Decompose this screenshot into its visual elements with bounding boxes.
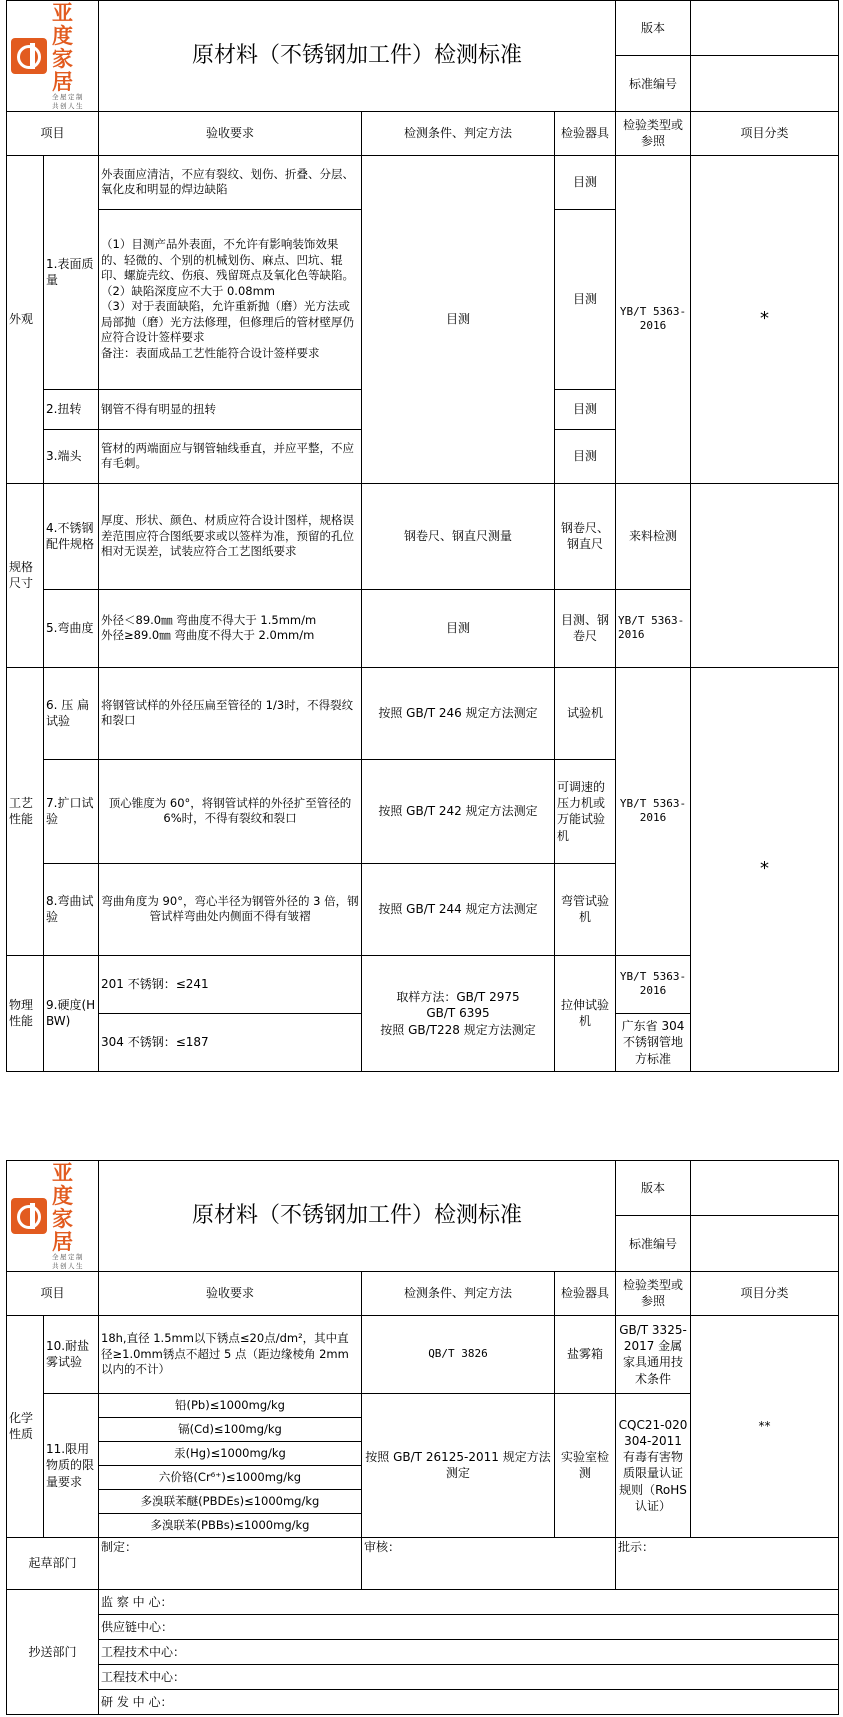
requirement-hardness-201: 201 不锈钢：≤241: [99, 955, 362, 1013]
method-appearance: 目测: [362, 155, 555, 483]
company-logo: [7, 1161, 99, 1272]
standard-table-page-1: [6, 0, 839, 1072]
col-header-category: 项目分类: [691, 1271, 839, 1315]
col-header-reference: 检验类型或参照: [616, 1271, 691, 1315]
version-value: [691, 1161, 839, 1216]
instrument-bend-test: 弯管试验机: [555, 863, 616, 955]
reference-hardness-b: 广东省 304 不锈钢管地方标准: [616, 1013, 691, 1071]
version-value: [691, 1, 839, 56]
category-chemical: **: [691, 1315, 839, 1537]
document-page-1: [6, 0, 838, 1072]
reference-salt-spray: GB/T 3325-2017 金属家具通用技术条件: [616, 1315, 691, 1393]
standard-table-page-2: [6, 1160, 839, 1715]
requirement-fitting-spec: 厚度、形状、颜色、材质应符合设计图样，规格误差范围应符合图纸要求或以签样为准，预留的孔位相对无误差，试装应符合工艺图纸要求: [99, 483, 362, 589]
method-fitting-spec: 钢卷尺、钢直尺测量: [362, 483, 555, 589]
document-page-2: [6, 1160, 838, 1715]
requirement-hardness-304: 304 不锈钢：≤187: [99, 1013, 362, 1071]
instrument-salt-spray: 盐雾箱: [555, 1315, 616, 1393]
group-spec: 规格尺寸: [7, 483, 44, 667]
col-header-instrument: 检验器具: [555, 1271, 616, 1315]
limit-lead: 铅(Pb)≤1000mg/kg: [99, 1393, 362, 1417]
method-salt-spray: QB/T 3826: [362, 1315, 555, 1393]
company-logo: [7, 1, 99, 112]
instrument-bending: 目测、钢卷尺: [555, 589, 616, 667]
copy-to-dept: 监 察 中 心：: [99, 1589, 839, 1614]
limit-chromium: 六价铬(Cr⁶⁺)≤1000mg/kg: [99, 1465, 362, 1489]
item-flaring: 7.扩口试验: [44, 759, 99, 863]
limit-pbdes: 多溴联苯醚(PBDEs)≤1000mg/kg: [99, 1489, 362, 1513]
instrument-end: 目测: [555, 429, 616, 483]
version-label: 版本: [616, 1, 691, 56]
brand-mark-icon: [11, 38, 47, 74]
group-appearance: 外观: [7, 155, 44, 483]
col-header-requirement: 验收要求: [99, 1271, 362, 1315]
instrument-fitting-spec: 钢卷尺、钢直尺: [555, 483, 616, 589]
brand-slogan: 全屋定制 共创人生: [52, 1253, 84, 1271]
instrument-restricted: 实验室检测: [555, 1393, 616, 1537]
requirement-twist: 钢管不得有明显的扭转: [99, 389, 362, 429]
prepared-by: 制定：: [99, 1537, 362, 1589]
item-bending: 5.弯曲度: [44, 589, 99, 667]
standard-number-value: [691, 56, 839, 111]
method-flaring: 按照 GB/T 242 规定方法测定: [362, 759, 555, 863]
reference-bending: YB/T 5363-2016: [616, 589, 691, 667]
document-title: 原材料（不锈钢加工件）检测标准: [99, 1161, 616, 1272]
standard-number-label: 标准编号: [616, 1216, 691, 1271]
reference-process: YB/T 5363-2016: [616, 667, 691, 955]
group-chemical: 化学性质: [7, 1315, 44, 1537]
requirement-surface-a: 外表面应清洁，不应有裂纹、划伤、折叠、分层、氧化皮和明显的焊边缺陷: [99, 155, 362, 209]
item-surface-quality: 1.表面质量: [44, 155, 99, 389]
category-spec: [691, 483, 839, 667]
instrument-flaring: 可调速的压力机或万能试验机: [555, 759, 616, 863]
method-restricted: 按照 GB/T 26125-2011 规定方法测定: [362, 1393, 555, 1537]
item-flattening: 6. 压 扁试验: [44, 667, 99, 759]
item-fitting-spec: 4.不锈钢配件规格: [44, 483, 99, 589]
brand-mark-icon: [11, 1198, 47, 1234]
method-bending: 目测: [362, 589, 555, 667]
reference-hardness-a: YB/T 5363-2016: [616, 955, 691, 1013]
limit-cadmium: 镉(Cd)≤100mg/kg: [99, 1417, 362, 1441]
col-header-item: 项目: [7, 111, 99, 155]
item-hardness: 9.硬度(HBW): [44, 955, 99, 1071]
instrument-hardness: 拉伸试验机: [555, 955, 616, 1071]
standard-number-label: 标准编号: [616, 56, 691, 111]
item-bend-test: 8.弯曲试验: [44, 863, 99, 955]
method-hardness: 取样方法：GB/T 2975 GB/T 6395 按照 GB/T228 规定方法测定: [362, 955, 555, 1071]
version-label: 版本: [616, 1161, 691, 1216]
standard-number-value: [691, 1216, 839, 1271]
group-physical: 物理性能: [7, 955, 44, 1071]
drafting-dept-label: 起草部门: [7, 1537, 99, 1589]
approved-by: 批示：: [616, 1537, 839, 1589]
limit-pbbs: 多溴联苯(PBBs)≤1000mg/kg: [99, 1513, 362, 1537]
requirement-end: 管材的两端面应与钢管轴线垂直，并应平整，不应有毛刺。: [99, 429, 362, 483]
col-header-method: 检测条件、判定方法: [362, 1271, 555, 1315]
reference-restricted: CQC21-020304-2011 有毒有害物质限量认证规则（RoHS 认证）: [616, 1393, 691, 1537]
requirement-bend-test: 弯曲角度为 90°，弯心半径为钢管外径的 3 倍，钢管试样弯曲处内侧面不得有皱褶: [99, 863, 362, 955]
requirement-salt-spray: 18h,直径 1.5mm以下锈点≤20点/dm²，其中直径≥1.0mm锈点不超过 5 点（距边缘棱角 2mm以内的不计）: [99, 1315, 362, 1393]
instrument-flattening: 试验机: [555, 667, 616, 759]
reviewed-by: 审核：: [362, 1537, 616, 1589]
col-header-reference: 检验类型或参照: [616, 111, 691, 155]
requirement-flattening: 将钢管试样的外径压扁至管径的 1/3时，不得裂纹和裂口: [99, 667, 362, 759]
copy-to-dept: 工程技术中心：: [99, 1664, 839, 1689]
instrument-twist: 目测: [555, 389, 616, 429]
requirement-bending: 外径＜89.0㎜ 弯曲度不得大于 1.5mm/m 外径≥89.0㎜ 弯曲度不得大于 2.0mm/m: [99, 589, 362, 667]
item-restricted-substances: 11.限用物质的限量要求: [44, 1393, 99, 1537]
col-header-category: 项目分类: [691, 111, 839, 155]
category-appearance: *: [691, 155, 839, 483]
item-salt-spray: 10.耐盐雾试验: [44, 1315, 99, 1393]
copy-to-dept: 工程技术中心：: [99, 1639, 839, 1664]
group-process: 工艺性能: [7, 667, 44, 955]
reference-fitting-spec: 来料检测: [616, 483, 691, 589]
copy-to-dept: 研 发 中 心：: [99, 1689, 839, 1714]
col-header-instrument: 检验器具: [555, 111, 616, 155]
brand-slogan: 全屋定制 共创人生: [52, 93, 84, 111]
item-end: 3.端头: [44, 429, 99, 483]
method-bend-test: 按照 GB/T 244 规定方法测定: [362, 863, 555, 955]
copy-to-dept: 供应链中心：: [99, 1614, 839, 1639]
instrument-surface-a: 目测: [555, 155, 616, 209]
brand-name: 亚度家居: [52, 0, 74, 95]
requirement-surface-b: （1）目测产品外表面，不允许有影响装饰效果的、轻微的、个别的机械划伤、麻点、凹坑、辊印、螺旋壳纹、伤痕、残留斑点及氧化色等缺陷。 （2）缺陷深度应不大于 0.08mm （3）对于表面缺陷，允许重新抛（磨）光方法或局部抛（磨）光方法修理，但修理后的管材壁厚仍应符合设计签样要求 备注：表面成品工艺性能符合设计签样要求: [99, 209, 362, 389]
col-header-requirement: 验收要求: [99, 111, 362, 155]
item-twist: 2.扭转: [44, 389, 99, 429]
requirement-flaring: 顶心锥度为 60°，将钢管试样的外径扩至管径的 6%时，不得有裂纹和裂口: [99, 759, 362, 863]
instrument-surface-b: 目测: [555, 209, 616, 389]
method-flattening: 按照 GB/T 246 规定方法测定: [362, 667, 555, 759]
reference-appearance: YB/T 5363-2016: [616, 155, 691, 483]
limit-mercury: 汞(Hg)≤1000mg/kg: [99, 1441, 362, 1465]
copy-to-label: 抄送部门: [7, 1589, 99, 1714]
brand-name: 亚度家居: [52, 1160, 74, 1255]
col-header-item: 项目: [7, 1271, 99, 1315]
col-header-method: 检测条件、判定方法: [362, 111, 555, 155]
document-title: 原材料（不锈钢加工件）检测标准: [99, 1, 616, 112]
category-process: *: [691, 667, 839, 1071]
